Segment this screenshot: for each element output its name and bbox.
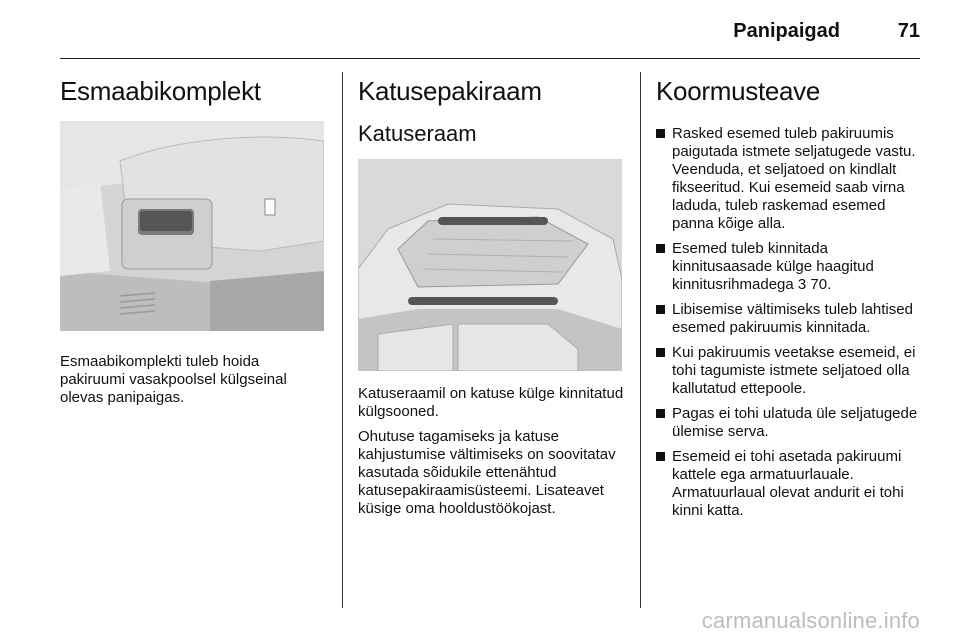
roof-rack-column — [358, 72, 624, 518]
section-title: Panipaigad — [733, 20, 840, 42]
load-info-heading: Koormusteave — [656, 76, 821, 106]
list-item: Libisemise vältimiseks tuleb lahtised esemed pakiruumis kinnitada. — [656, 301, 926, 337]
page-header — [60, 18, 920, 58]
first-aid-heading: Esmaabikomplekt — [60, 76, 261, 106]
load-info-list — [656, 125, 926, 520]
load-info-column — [656, 72, 926, 527]
column-divider — [342, 72, 343, 608]
roof-rack-heading: Katusepakiraam — [358, 76, 542, 106]
list-item: Rasked esemed tuleb pakiruumis paigutada istmete seljatugede vastu. Veenduda, et seljatoed on kindlalt fikseeritud. Kui esemeid saab virna laduda, tuleb raskemad esemed panna kõige alla. — [656, 125, 926, 233]
roof-rack-safety-text: Ohutuse tagamiseks ja katuse kahjustumise vältimiseks on soovitatav kasutada sõidukile ettenähtud katusepakiraamisüsteemi. Lisateavet küsige oma hooldustöökojast. — [358, 428, 616, 517]
first-aid-storage-illustration — [60, 121, 324, 331]
bullet-square-icon — [656, 305, 665, 314]
list-item: Esemeid ei tohi asetada pakiruumi kattele ega armatuurlauale. Armatuurlaual olevat andurit ei tohi kinni katta. — [656, 448, 926, 520]
watermark: carmanualsonline.info — [701, 608, 920, 633]
header-rule — [60, 58, 920, 59]
bullet-square-icon — [656, 452, 665, 461]
roof-rail-text: Katuseraamil on katuse külge kinnitatud külgsooned. — [358, 385, 624, 420]
bullet-square-icon — [656, 244, 665, 253]
page-number: 71 — [897, 20, 920, 42]
list-item: Kui pakiruumis veetakse esemeid, ei tohi tagumiste istmete seljatoed olla kallutatud ettepoole. — [656, 344, 926, 398]
page-reference-link[interactable]: 3 70. — [797, 276, 832, 293]
bullet-square-icon — [656, 348, 665, 357]
first-aid-text: Esmaabikomplekti tuleb hoida pakiruumi vasakpoolsel külgseinal olevas panipaigas. — [60, 353, 287, 406]
list-item: Esemed tuleb kinnitada kinnitusaasade külge haagitud kinnitusrihmadega 3 70. — [656, 240, 926, 294]
roof-rail-illustration — [358, 159, 622, 371]
list-item: Pagas ei tohi ulatuda üle seljatugede ülemise serva. — [656, 405, 926, 441]
bullet-square-icon — [656, 409, 665, 418]
roof-rail-subheading: Katuseraam — [358, 121, 477, 146]
bullet-square-icon — [656, 129, 665, 138]
column-divider — [640, 72, 641, 608]
first-aid-column — [60, 72, 328, 407]
